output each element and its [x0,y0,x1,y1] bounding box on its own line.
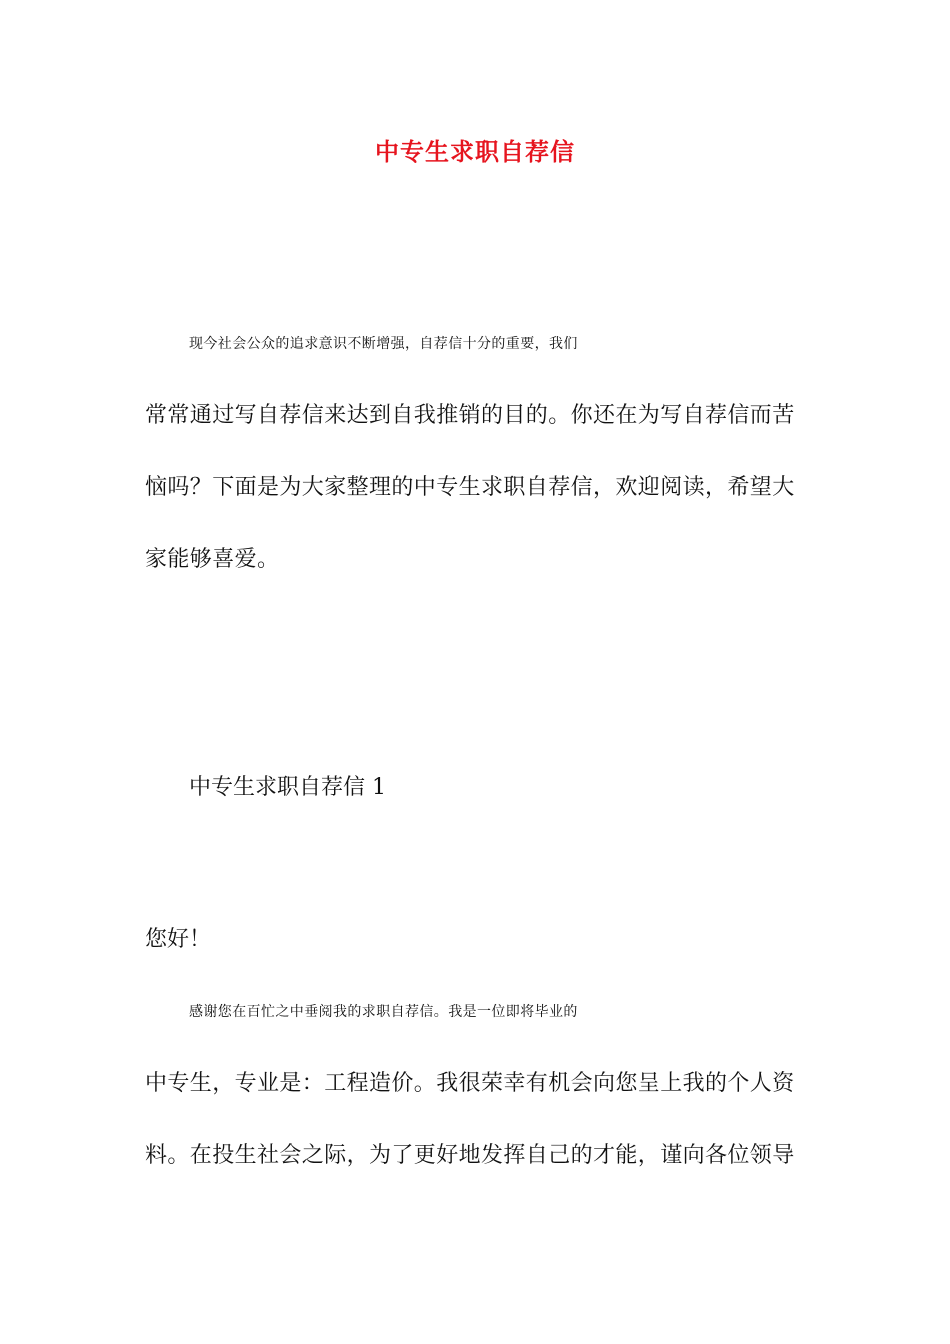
body-line-2: 中专生，专业是：工程造价。我很荣幸有机会向您呈上我的个人资 [145,1071,795,1096]
intro-line-4: 家能够喜爱。 [145,547,280,572]
body-line-3: 料。在投生社会之际，为了更好地发挥自己的才能，谨向各位领导 [145,1143,795,1168]
intro-line-3: 恼吗？下面是为大家整理的中专生求职自荐信，欢迎阅读，希望大 [145,475,795,500]
greeting: 您好！ [145,927,212,952]
document-title: 中专生求职自荐信 [375,137,575,166]
intro-line-2: 常常通过写自荐信来达到自我推销的目的。你还在为写自荐信而苦 [145,403,795,428]
intro-line-1: 现今社会公众的追求意识不断增强，自荐信十分的重要，我们 [189,336,578,352]
section-heading: 中专生求职自荐信 1 [189,775,386,800]
body-line-1: 感谢您在百忙之中垂阅我的求职自荐信。我是一位即将毕业的 [189,1004,578,1020]
